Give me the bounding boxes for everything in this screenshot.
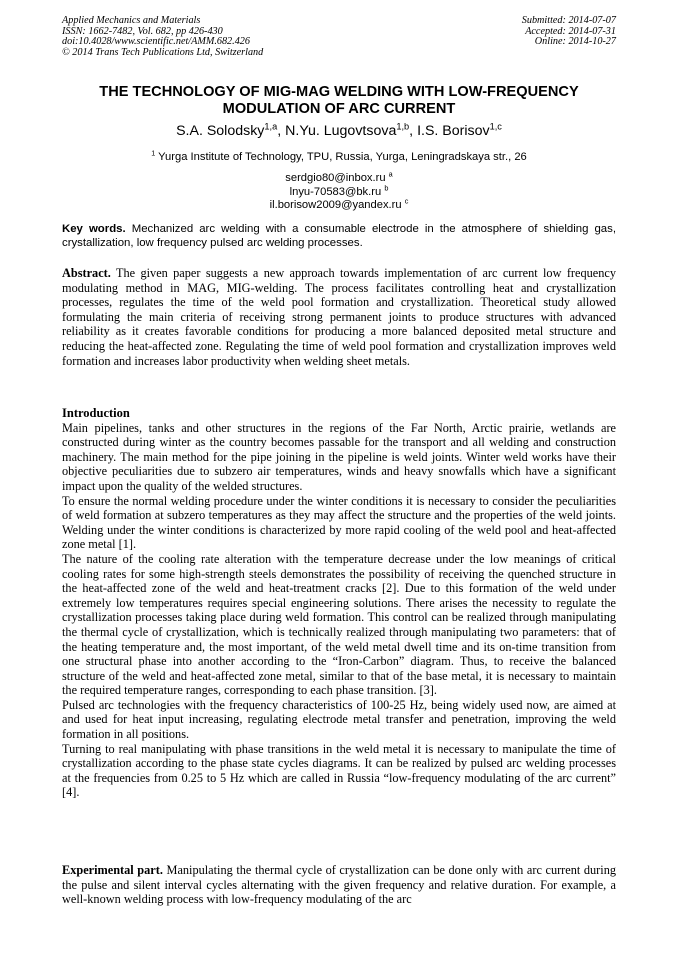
email-superscript: a <box>388 169 393 179</box>
author-name: N.Yu. Lugovtsova <box>285 123 397 139</box>
author-superscript: 1,b <box>396 121 410 132</box>
keywords-text: Mechanized arc welding with a consumable electrode in the atmosphere of shielding gas, crystallization, low frequency pulsed arc welding processes. <box>62 223 616 250</box>
author-superscript: 1,c <box>489 121 502 132</box>
author-separator: , <box>277 123 286 139</box>
body-paragraph: Pulsed arc technologies with the frequency characteristics of 100-25 Hz, being widely used now, are aimed at and used for heat input increasing, regulating electrode metal transfer and penetration, improving the weld formation in all positions. <box>62 697 616 742</box>
experimental-text: Manipulating the thermal cycle of crystallization can be done only with arc current during the pulse and silent interval cycles alternating with the given frequency and relative duration. For example, a well-known welding process with low-frequency modulating of the arc <box>62 863 616 907</box>
submission-dates <box>522 16 616 48</box>
author <box>285 123 417 139</box>
email-address[interactable]: il.borisow2009@yandex.ru <box>269 199 402 212</box>
submitted-date: Submitted: 2014-07-07 <box>521 15 616 26</box>
introduction-heading: Introduction <box>62 406 130 420</box>
email-superscript: c <box>404 196 409 206</box>
body-paragraph: To ensure the normal welding procedure under the winter conditions it is necessary to consider the peculiarities of weld formation at subzero temperatures as they may affect the structure and the properties of the weld joints. Welding under the winter conditions is characterized by more rapid cooling of the weld pool and heat-affected zone metal [1]. <box>62 493 616 552</box>
email-line <box>62 182 616 200</box>
experimental-paragraph <box>62 863 616 907</box>
affiliation-text: Yurga Institute of Technology, TPU, Russia, Yurga, Leningradskaya str., 26 <box>155 151 527 163</box>
email-superscript: b <box>384 182 389 192</box>
body-paragraph: The nature of the cooling rate alteration with the temperature decrease under the low meanings of critical cooling rates for some high-strength steels demonstrates the possibility of receiving the quenched structure in the heat-affected zone of the weld and heat-treatment cracks [2]. Due to this formation of the weld under extremely low temperatures requires special engineering solutions. There arises the necessity to regulate the crystallization processes taking place during weld formation. This control can be realized through manipulating the thermal cycle of crystallization, which is technically realized through manipulating two parameters: that of the heating temperature and, the most important, of the weld metal dwell time and its on-time transition from one structural phase into another according to the “Iron-Carbon” diagram. Thus, to receive the balanced structure of the weld and heat-affected zone metal, similar to that of the base metal, it is necessary to maintain the required temperature ranges, corresponding to each phase transition. [3]. <box>62 551 616 698</box>
email-address[interactable]: serdgio80@inbox.ru <box>285 172 386 184</box>
abstract-section <box>62 266 616 368</box>
abstract-text: The given paper suggests a new approach towards implementation of arc current low frequency modulating method in MAG, MIG-welding. The process facilitates controlling heat and crystallization processes, regulates the time of the weld pool formation and crystallization. Theoretical study allowed formulating the main criteria of receiving strong permanent joints to produce structures with advanced reliability as it creates favorable conditions for producing a more balanced deposited metal structure and reducing the heat-affected zone. Regulating the time of weld pool formation and crystallization improves weld formation and increases labor productivity when welding sheet metals. <box>62 266 616 368</box>
journal-copyright: © 2014 Trans Tech Publications Ltd, Switzerland <box>62 46 264 58</box>
abstract-label: Abstract. <box>62 266 111 280</box>
author-name: I.S. Borisov <box>417 123 490 139</box>
journal-info <box>62 16 263 58</box>
abstract-paragraph <box>62 266 616 368</box>
experimental-section <box>62 863 616 907</box>
keywords-label: Key words. <box>62 223 126 235</box>
author-superscript: 1,a <box>264 121 278 132</box>
experimental-label: Experimental part. <box>62 863 163 877</box>
email-list <box>62 169 616 213</box>
author <box>176 123 285 139</box>
introduction-section <box>62 406 616 800</box>
affiliation <box>62 148 616 164</box>
body-paragraph: Main pipelines, tanks and other structures in the regions of the Far North, Arctic prairie, wetlands are constructed during winter as the country becomes passable for the transport and all welding and construction machinery. The main method for the pipe joining in the pipeline is weld joints. Winter weld works have their objective peculiarities due to subzero air temperatures, winds and heavy snowfalls which have a significant impact upon the quality of the welded structures. <box>62 420 616 493</box>
email-line <box>62 169 616 186</box>
paper-title: THE TECHNOLOGY OF MIG-MAG WELDING WITH LOW-FREQUENCY MODULATION OF ARC CURRENT <box>99 84 579 117</box>
keywords <box>62 222 616 251</box>
email-line <box>62 196 616 213</box>
author-separator: , <box>409 123 418 139</box>
author-list <box>62 123 616 140</box>
author <box>417 123 502 139</box>
accepted-date: Accepted: 2014-07-31 <box>525 25 616 37</box>
affiliation-superscript: 1 <box>151 148 156 158</box>
journal-issn: ISSN: 1662-7482, Vol. 682, pp 426-430 <box>62 25 223 37</box>
journal-doi: doi:10.4028/www.scientific.net/AMM.682.426 <box>62 36 250 48</box>
body-paragraph: Turning to real manipulating with phase transitions in the weld metal it is necessary to manipulate the time of crystallization according to the phase state cycles diagrams. It can be realized by pulsed arc welding processes at the frequencies from 0.25 to 5 Hz which are called in Russia “low-frequency modulating of the arc current” [4]. <box>62 741 616 800</box>
email-address[interactable]: lnyu-70583@bk.ru <box>289 185 382 198</box>
author-name: S.A. Solodsky <box>176 123 265 139</box>
online-date: Online: 2014-10-27 <box>534 36 616 48</box>
journal-name: Applied Mechanics and Materials <box>62 15 201 26</box>
